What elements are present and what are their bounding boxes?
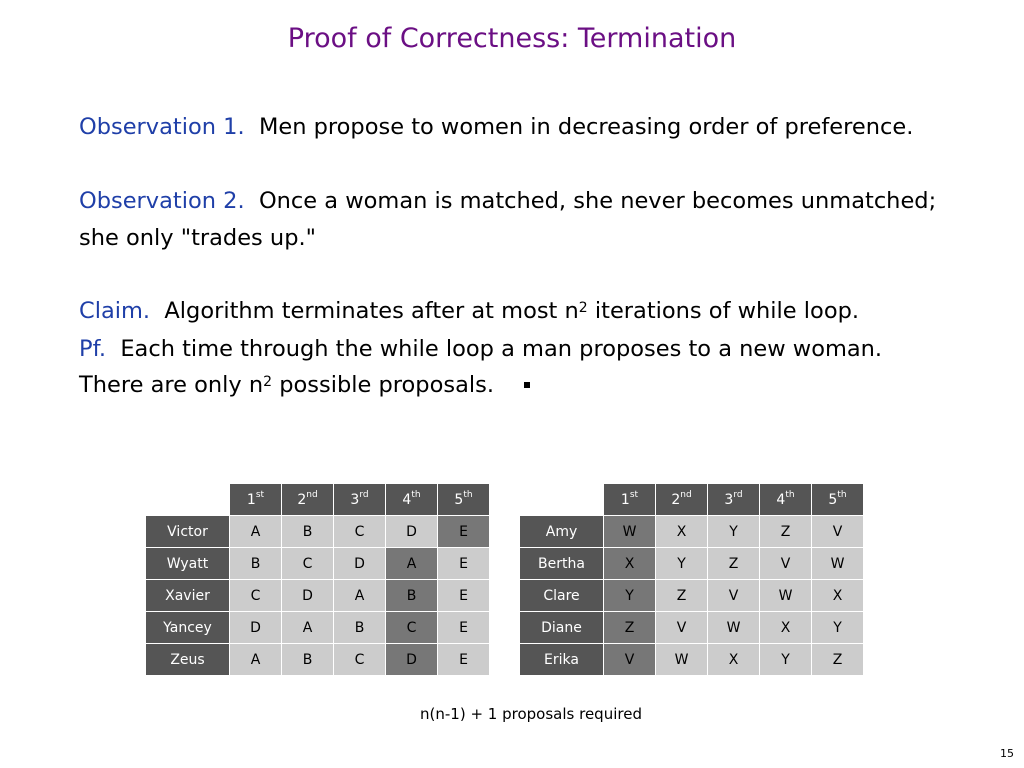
women-preference-cell: W (656, 644, 708, 676)
women-preference-cell: X (604, 548, 656, 580)
women-row (520, 644, 864, 676)
women-preference-cell: V (812, 516, 864, 548)
men-row (146, 516, 490, 548)
observation-2-line-2: she only "trades up." (79, 225, 316, 251)
men-preference-cell: A (230, 644, 282, 676)
qed-square-icon (524, 382, 530, 388)
women-preference-cell: X (812, 580, 864, 612)
men-preference-cell: D (230, 612, 282, 644)
women-preference-cell: Z (604, 612, 656, 644)
men-name-cell: Victor (146, 516, 230, 548)
observation-2 (79, 183, 936, 220)
women-preference-cell: Z (812, 644, 864, 676)
men-row (146, 612, 490, 644)
women-preference-cell: Y (708, 516, 760, 548)
men-preference-cell: C (334, 644, 386, 676)
women-preference-cell: X (760, 612, 812, 644)
proof-text-2-post: possible proposals. (272, 372, 494, 398)
men-corner-cell (146, 484, 230, 516)
women-preference-cell: Y (656, 548, 708, 580)
women-preference-cell: V (708, 580, 760, 612)
women-preference-table (519, 483, 864, 676)
men-preference-cell: C (334, 516, 386, 548)
men-row (146, 580, 490, 612)
women-preference-cell: V (760, 548, 812, 580)
claim-text-post: iterations of while loop. (587, 298, 860, 324)
women-preference-cell: Z (656, 580, 708, 612)
men-preference-cell: A (282, 612, 334, 644)
men-row (146, 548, 490, 580)
women-rank-header: 4th (760, 484, 812, 516)
slide-title: Proof of Correctness: Termination (287, 23, 737, 54)
women-preference-cell: X (656, 516, 708, 548)
observation-2-continued (79, 220, 316, 257)
men-rank-header: 3rd (334, 484, 386, 516)
men-preference-cell: E (438, 580, 490, 612)
men-preference-cell: C (386, 612, 438, 644)
women-header-row (520, 484, 864, 516)
men-name-cell: Xavier (146, 580, 230, 612)
men-preference-cell: B (282, 516, 334, 548)
observation-1-text: Men propose to women in decreasing order of preference. (258, 114, 914, 140)
men-name-cell: Wyatt (146, 548, 230, 580)
women-preference-cell: W (604, 516, 656, 548)
women-corner-cell (520, 484, 604, 516)
men-name-cell: Yancey (146, 612, 230, 644)
men-header-row (146, 484, 490, 516)
men-preference-cell: C (282, 548, 334, 580)
proof-text: Each time through the while loop a man proposes to a new woman. (120, 336, 883, 362)
men-preference-cell: E (438, 548, 490, 580)
women-rank-header: 5th (812, 484, 864, 516)
women-rank-header: 1st (604, 484, 656, 516)
women-name-cell: Diane (520, 612, 604, 644)
men-preference-cell: A (386, 548, 438, 580)
men-preference-cell: B (230, 548, 282, 580)
proof-label: Pf. (79, 336, 107, 362)
men-rank-header: 5th (438, 484, 490, 516)
claim-text-pre: Algorithm terminates after at most n (164, 298, 579, 324)
women-preference-cell: W (812, 548, 864, 580)
women-rank-header: 2nd (656, 484, 708, 516)
men-rank-header: 1st (230, 484, 282, 516)
men-preference-cell: D (334, 548, 386, 580)
women-rank-header: 3rd (708, 484, 760, 516)
women-name-cell: Amy (520, 516, 604, 548)
men-preference-cell: E (438, 516, 490, 548)
women-preference-cell: W (708, 612, 760, 644)
women-row (520, 548, 864, 580)
claim-label: Claim. (79, 298, 151, 324)
men-preference-table (145, 483, 490, 676)
men-preference-cell: D (386, 644, 438, 676)
men-preference-cell: E (438, 644, 490, 676)
men-preference-cell: A (334, 580, 386, 612)
proposals-caption: n(n-1) + 1 proposals required (420, 705, 642, 723)
claim-superscript: 2 (578, 300, 588, 316)
observation-2-label: Observation 2. (79, 188, 245, 214)
women-preference-cell: Y (812, 612, 864, 644)
observation-2-line-1: Once a woman is matched, she never becomes unmatched; (258, 188, 937, 214)
women-preference-cell: W (760, 580, 812, 612)
claim (79, 293, 859, 330)
men-preference-cell: B (386, 580, 438, 612)
men-preference-cell: D (282, 580, 334, 612)
women-preference-cell: X (708, 644, 760, 676)
observation-1-label: Observation 1. (79, 114, 245, 140)
men-rank-header: 4th (386, 484, 438, 516)
men-preference-cell: C (230, 580, 282, 612)
women-preference-cell: V (604, 644, 656, 676)
men-preference-cell: B (334, 612, 386, 644)
men-preference-cell: A (230, 516, 282, 548)
men-preference-cell: D (386, 516, 438, 548)
men-preference-cell: E (438, 612, 490, 644)
observation-1 (79, 109, 913, 146)
women-row (520, 516, 864, 548)
page-number: 15 (1000, 747, 1014, 760)
men-row (146, 644, 490, 676)
women-preference-cell: Z (708, 548, 760, 580)
women-preference-cell: Z (760, 516, 812, 548)
men-rank-header: 2nd (282, 484, 334, 516)
men-preference-cell: B (282, 644, 334, 676)
proof-continued (79, 367, 530, 404)
proof-text-2-pre: There are only n (79, 372, 264, 398)
women-preference-cell: Y (760, 644, 812, 676)
men-name-cell: Zeus (146, 644, 230, 676)
proof-superscript: 2 (263, 374, 273, 390)
women-row (520, 612, 864, 644)
women-preference-cell: Y (604, 580, 656, 612)
women-name-cell: Erika (520, 644, 604, 676)
women-preference-cell: V (656, 612, 708, 644)
women-row (520, 580, 864, 612)
proof (79, 331, 882, 368)
women-name-cell: Bertha (520, 548, 604, 580)
women-name-cell: Clare (520, 580, 604, 612)
